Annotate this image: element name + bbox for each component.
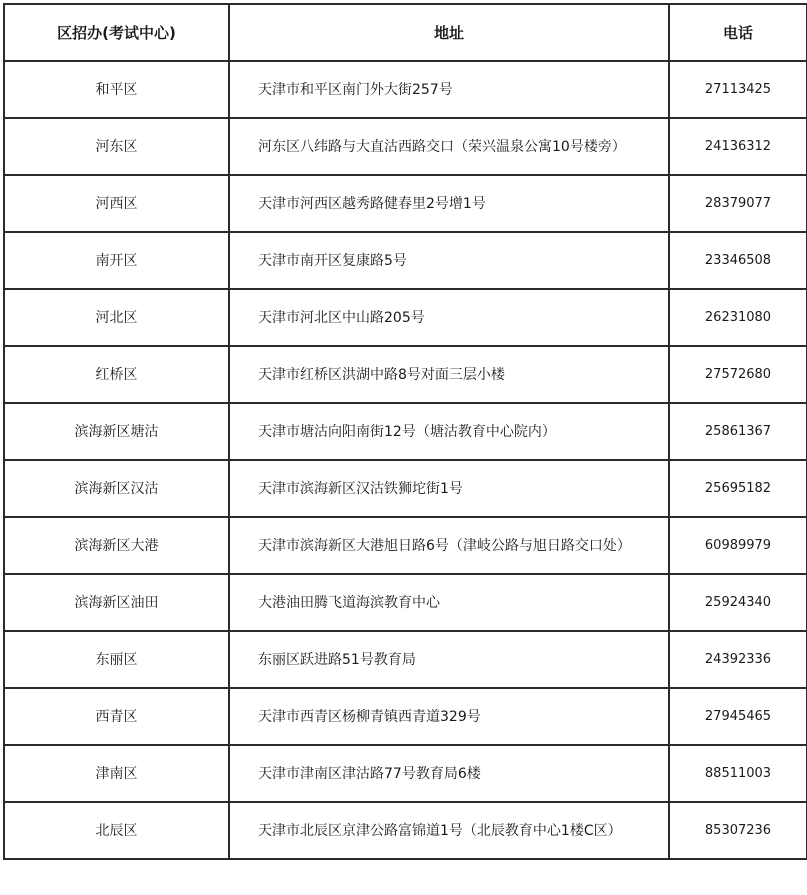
address-cell: 天津市河西区越秀路健春里2号增1号	[229, 175, 669, 232]
district-cell: 滨海新区油田	[4, 574, 229, 631]
district-cell: 和平区	[4, 61, 229, 118]
address-cell: 天津市西青区杨柳青镇西青道329号	[229, 688, 669, 745]
district-cell: 红桥区	[4, 346, 229, 403]
table-row	[4, 175, 807, 232]
header-address: 地址	[229, 4, 669, 61]
phone-cell: 60989979	[669, 517, 807, 574]
table-header	[4, 4, 807, 61]
district-cell: 滨海新区大港	[4, 517, 229, 574]
address-cell: 天津市塘沽向阳南街12号（塘沽教育中心院内）	[229, 403, 669, 460]
table-row	[4, 118, 807, 175]
header-district: 区招办(考试中心)	[4, 4, 229, 61]
exam-office-table-container	[3, 3, 807, 860]
phone-cell: 24392336	[669, 631, 807, 688]
district-cell: 河东区	[4, 118, 229, 175]
phone-cell: 26231080	[669, 289, 807, 346]
district-cell: 河北区	[4, 289, 229, 346]
address-cell: 天津市津南区津沽路77号教育局6楼	[229, 745, 669, 802]
phone-cell: 25861367	[669, 403, 807, 460]
table-body	[4, 61, 807, 859]
exam-office-table	[3, 3, 807, 860]
district-cell: 河西区	[4, 175, 229, 232]
table-row	[4, 403, 807, 460]
address-cell: 天津市滨海新区汉沽铁狮坨街1号	[229, 460, 669, 517]
table-row	[4, 346, 807, 403]
table-row	[4, 574, 807, 631]
address-cell: 天津市河北区中山路205号	[229, 289, 669, 346]
table-row	[4, 802, 807, 859]
address-cell: 天津市北辰区京津公路富锦道1号（北辰教育中心1楼C区）	[229, 802, 669, 859]
district-cell: 北辰区	[4, 802, 229, 859]
district-cell: 东丽区	[4, 631, 229, 688]
address-cell: 天津市和平区南门外大街257号	[229, 61, 669, 118]
address-cell: 天津市南开区复康路5号	[229, 232, 669, 289]
table-row	[4, 688, 807, 745]
phone-cell: 88511003	[669, 745, 807, 802]
address-cell: 大港油田腾飞道海滨教育中心	[229, 574, 669, 631]
phone-cell: 27945465	[669, 688, 807, 745]
phone-cell: 85307236	[669, 802, 807, 859]
district-cell: 津南区	[4, 745, 229, 802]
district-cell: 滨海新区汉沽	[4, 460, 229, 517]
header-row	[4, 4, 807, 61]
table-row	[4, 232, 807, 289]
table-row	[4, 460, 807, 517]
address-cell: 河东区八纬路与大直沽西路交口（荣兴温泉公寓10号楼旁）	[229, 118, 669, 175]
phone-cell: 24136312	[669, 118, 807, 175]
phone-cell: 23346508	[669, 232, 807, 289]
district-cell: 南开区	[4, 232, 229, 289]
phone-cell: 25924340	[669, 574, 807, 631]
phone-cell: 27113425	[669, 61, 807, 118]
address-cell: 天津市滨海新区大港旭日路6号（津岐公路与旭日路交口处）	[229, 517, 669, 574]
address-cell: 天津市红桥区洪湖中路8号对面三层小楼	[229, 346, 669, 403]
header-phone: 电话	[669, 4, 807, 61]
table-row	[4, 631, 807, 688]
address-cell: 东丽区跃进路51号教育局	[229, 631, 669, 688]
table-row	[4, 61, 807, 118]
district-cell: 西青区	[4, 688, 229, 745]
table-row	[4, 517, 807, 574]
phone-cell: 27572680	[669, 346, 807, 403]
district-cell: 滨海新区塘沽	[4, 403, 229, 460]
table-row	[4, 745, 807, 802]
phone-cell: 25695182	[669, 460, 807, 517]
table-row	[4, 289, 807, 346]
phone-cell: 28379077	[669, 175, 807, 232]
